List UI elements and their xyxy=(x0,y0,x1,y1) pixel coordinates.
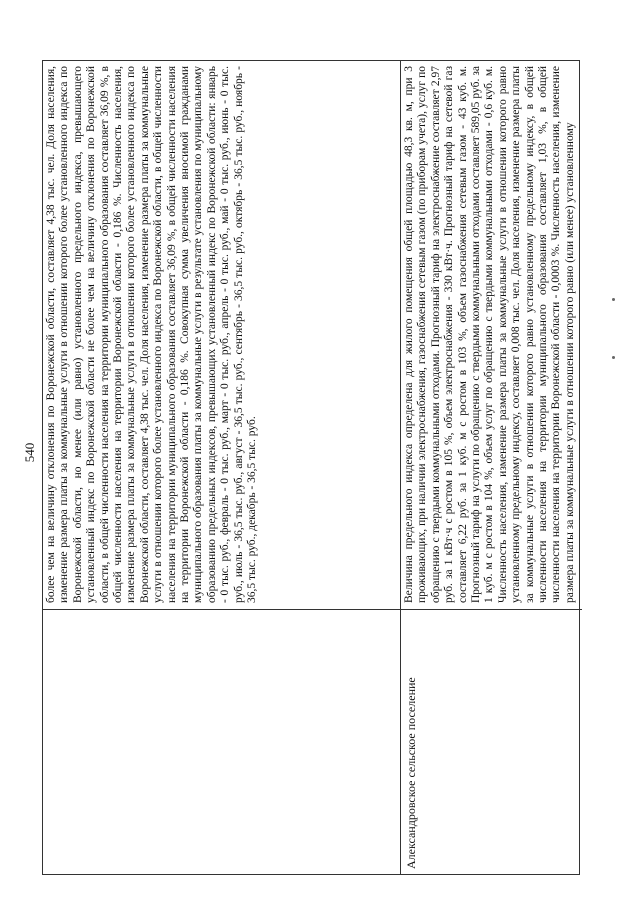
settlement-cell xyxy=(43,609,400,874)
page-number: 540 xyxy=(22,442,37,463)
table-row xyxy=(43,61,400,874)
description-text: Величина предельного индекса определена для жилого помещения общей площадью 48,3 кв. м, при 3 проживающих, при наличии электроснабжения, газоснабжения сетевым газом (по приборам учета), услуг по обращению с твердыми коммунальными отходами. Прогнозный тариф на электроснабжение составляет 2,97 руб. за 1 кВт·ч с ростом в 105 %, объем электроснабжения - 330 кВт·ч. Прогнозный тариф на сетевой газ составляет 6,22 руб. за 1 куб. м с ростом в 103 %, объем газоснабжения сетевым газом - 43 куб. м. Прогнозный тариф на услуги по обращению с твердыми коммунальными отходами составляет 589,05 руб. за 1 куб. м с ростом в 104 %, объем услуг по обращению с твердыми коммунальными отходами - 0,6 куб. м. Численность населения, изменение размера платы за коммунальные услуги в отношении которого равно установленному предельному индексу, составляет 0,008 тыс. чел. Доля населения, изменение размера платы за коммунальные услуги в отношении которого равно установленному предельному индексу, в общей численности населения на территории муниципального образования составляет 1,03 %, в общей численности населения на территории Воронежской области - 0,0003 %. Численность населения, изменение размера платы за коммунальные услуги в отношении которого равно (или менее) установленному xyxy=(403,66,576,603)
settlement-name: Александровское сельское поселение xyxy=(404,677,418,869)
description-cell xyxy=(43,61,400,609)
scan-speck xyxy=(612,298,615,301)
table-row xyxy=(400,61,582,874)
description-text: более чем на величину отклонения по Воронежской области, составляет 4,38 тыс. чел. Доля населения, изменение размера платы за коммунальные услуги в отношении которого более установленного индекса по Воронежской области, но менее (или равно) установленного предельного индекса, превышающего установленный индекс по Воронежской области не более чем на величину отклонения по Воронежской области, в общей численности населения на территории муниципального образования составляет 36,09 %, в общей численности населения на территории Воронежской области - 0,186 %. Численность населения, изменение размера платы за коммунальные услуги в отношении которого более установленного индекса по Воронежской области, составляет 4,38 тыс. чел. Доля населения, изменение размера платы за коммунальные услуги в отношении которого более установленного индекса по Воронежской области, в общей численности населения на территории муниципального образования составляет 36,09 %, в общей численности населения на территории Воронежской области - 0,186 %. Совокупная сумма увеличения вносимой гражданами муниципального образования платы за коммунальные услуги в результате установления по муниципальному образованию предельных индексов, превышающих установленный индекс по Воронежской области: январь - 0 тыс. руб., февраль - 0 тыс. руб., март - 0 тыс. руб., апрель - 0 тыс. руб., май - 0 тыс. руб., июнь - 0 тыс. руб., июль - 36,5 тыс. руб., август - 36,5 тыс. руб., сентябрь - 36,5 тыс. руб., октябрь - 36,5 тыс. руб., ноябрь - 36,5 тыс. руб., декабрь - 36,5 тыс. руб. xyxy=(45,66,259,603)
description-cell xyxy=(401,61,582,609)
scan-speck xyxy=(612,356,615,359)
data-table xyxy=(42,60,580,875)
settlement-cell xyxy=(401,609,582,874)
settlement-name xyxy=(43,610,49,874)
